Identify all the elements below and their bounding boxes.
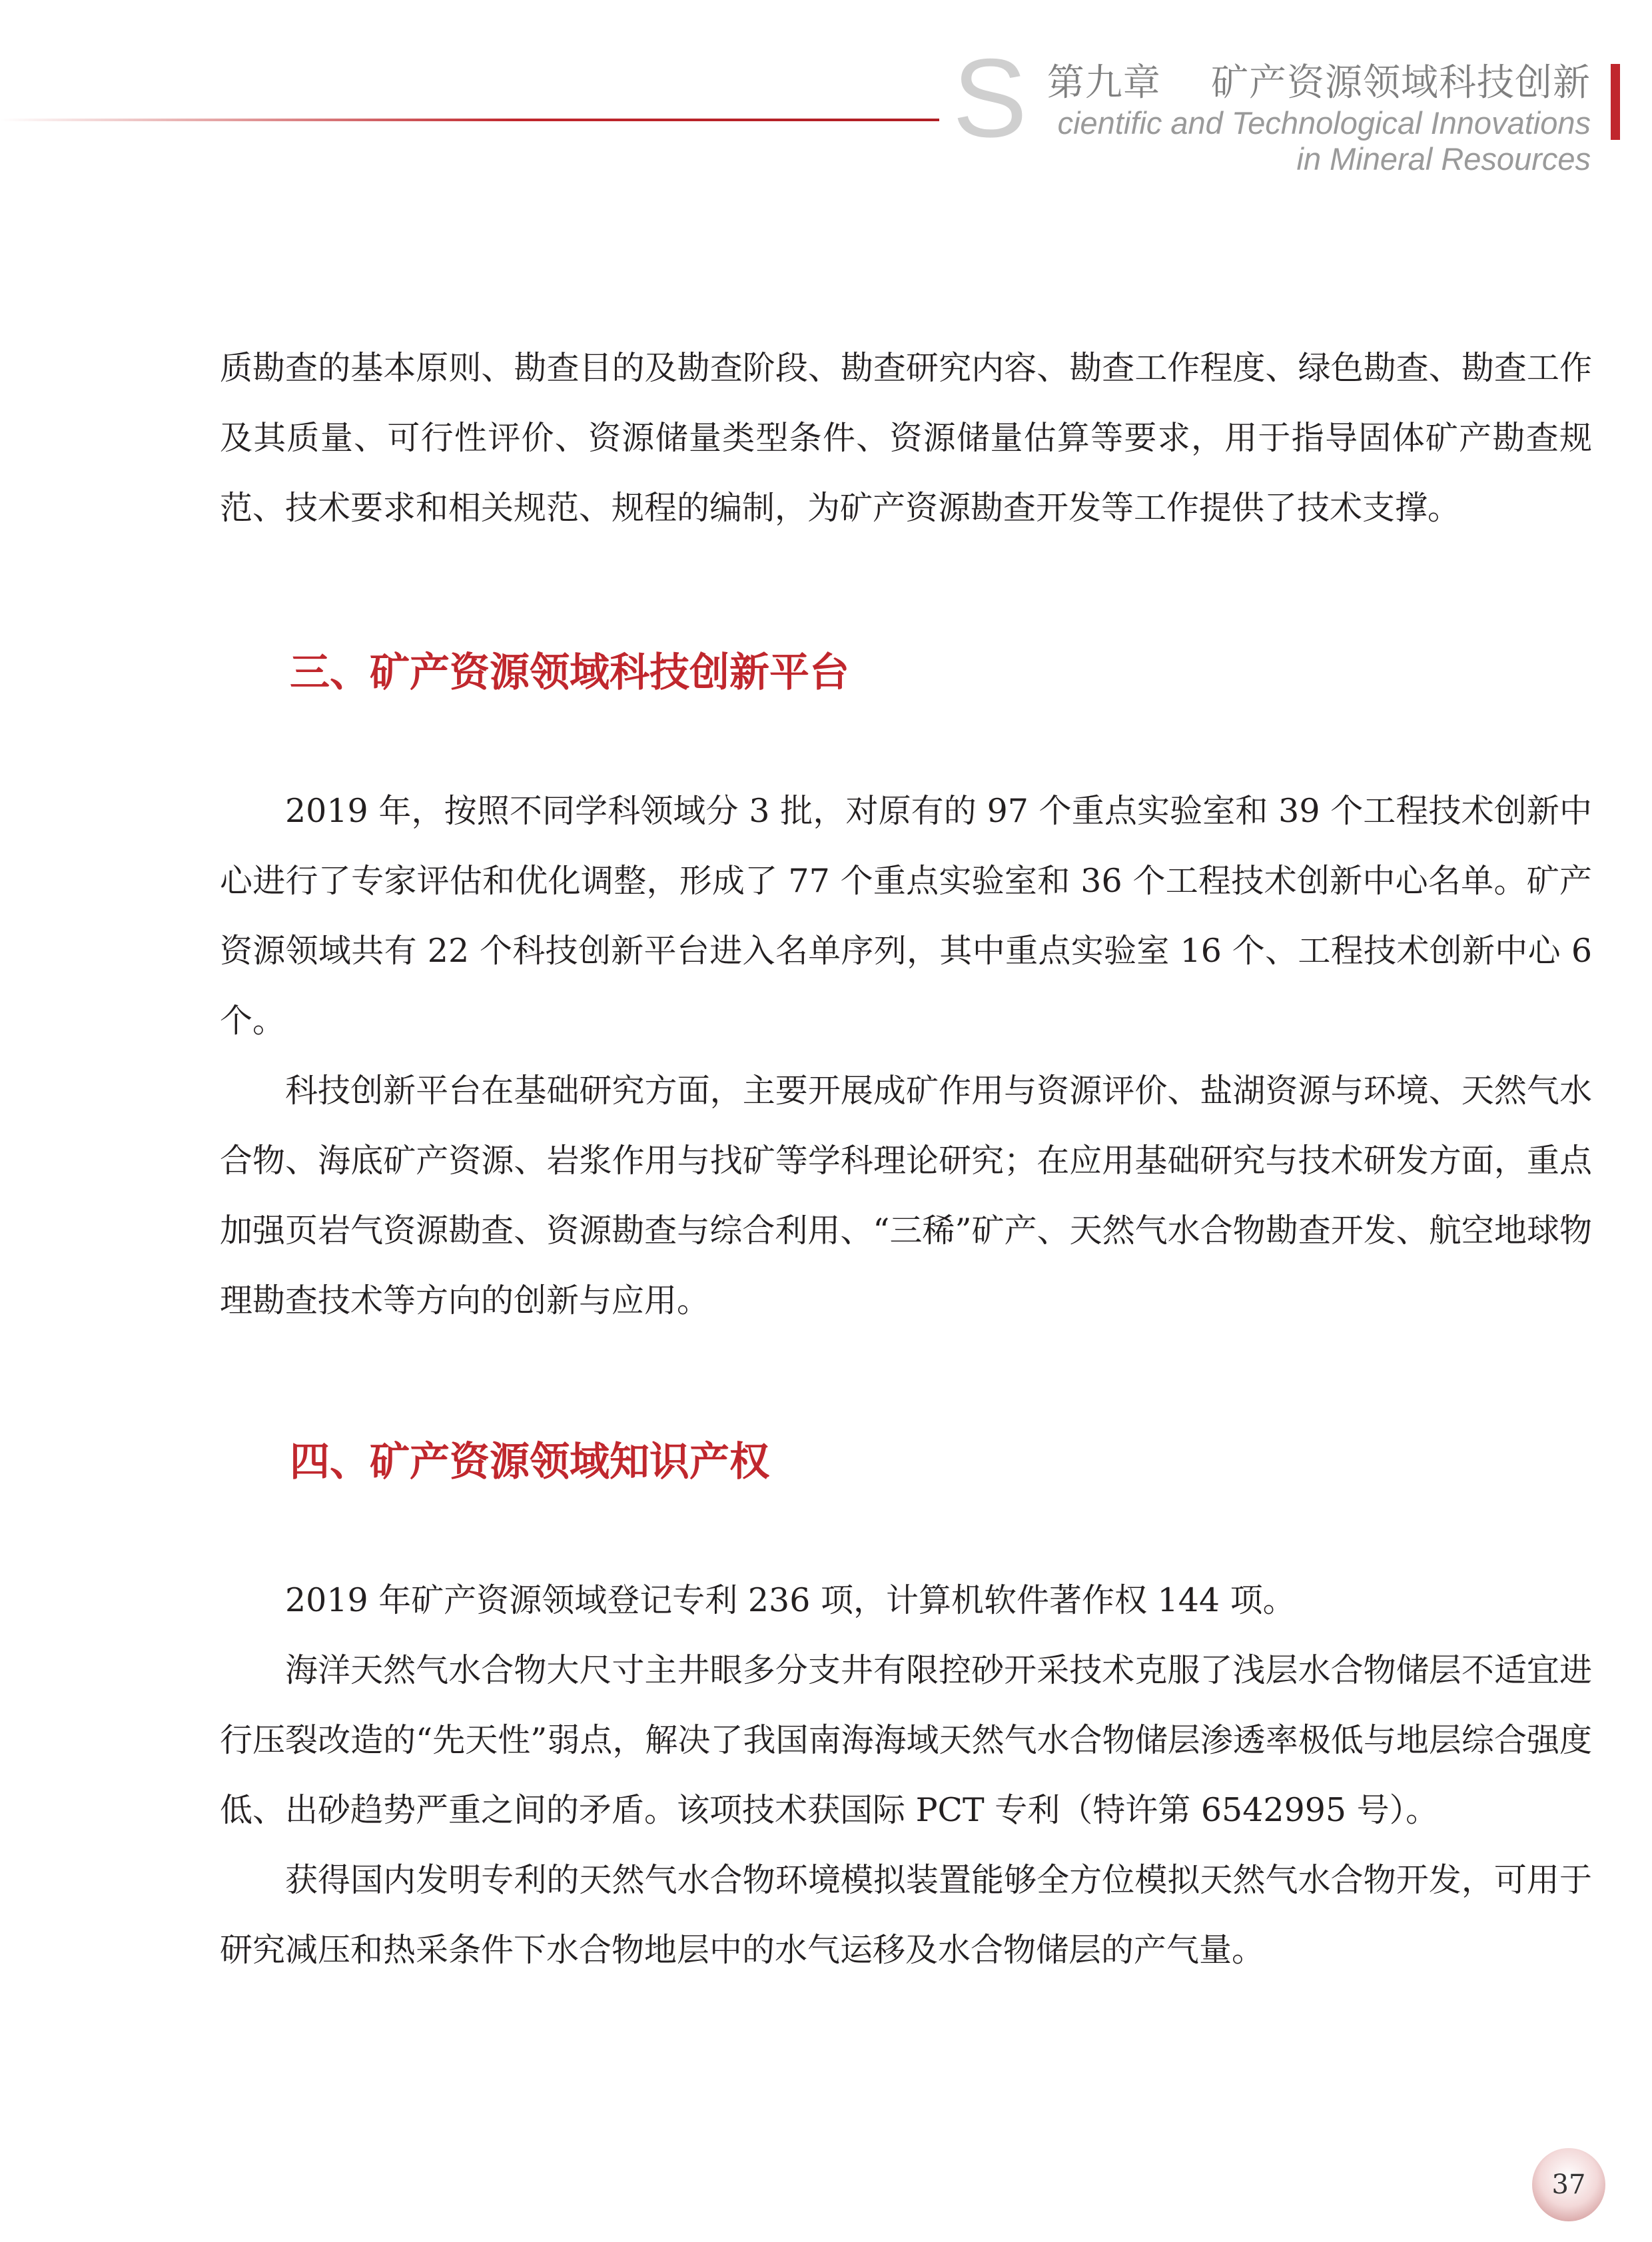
- section-3-paragraph-2: 科技创新平台在基础研究方面，主要开展成矿作用与资源评价、盐湖资源与环境、天然气水合物、海底矿产资源、岩浆作用与找矿等学科理论研究；在应用基础研究与技术研发方面，重点加强页岩气资源勘查、资源勘查与综合利用、“三稀”矿产、天然气水合物勘查开发、航空地球物理勘查技术等方向的创新与应用。: [220, 1072, 1592, 1319]
- section-4-paragraph-3: 获得国内发明专利的天然气水合物环境模拟装置能够全方位模拟天然气水合物开发，可用于研究减压和热采条件下水合物地层中的水气运移及水合物储层的产气量。: [220, 1861, 1592, 1969]
- header-rule: [0, 119, 939, 121]
- section-3-paragraph-1: 2019 年，按照不同学科领域分 3 批，对原有的 97 个重点实验室和 39 个工程技术创新中心进行了专家评估和优化调整，形成了 77 个重点实验室和 36 个工程技术创新中心名单。矿产资源领域共有 22 个科技创新平台进入名单序列，其中重点实验室 16 个、工程技术创新中心 6 个。: [220, 792, 1592, 1040]
- page-number-badge: [1532, 2148, 1605, 2221]
- section-4-title: 四、矿产资源领域知识产权: [290, 1439, 769, 1485]
- section-4-paragraph-2: 海洋天然气水合物大尺寸主井眼多分支井有限控砂开采技术克服了浅层水合物储层不适宜进行压裂改造的“先天性”弱点，解决了我国南海海域天然气水合物储层渗透率极低与地层综合强度低、出砂趋势严重之间的矛盾。该项技术获国际 PCT 专利（特许第 6542995 号）。: [220, 1651, 1592, 1829]
- chapter-subtitle-en-line2: in Mineral Resources: [1296, 141, 1591, 177]
- section-3-title: 三、矿产资源领域科技创新平台: [290, 649, 849, 696]
- chapter-title: 第九章 矿产资源领域科技创新: [1046, 61, 1591, 105]
- chapter-subtitle-en: [1058, 105, 1591, 177]
- intro-paragraph: 质勘查的基本原则、勘查目的及勘查阶段、勘查研究内容、勘查工作程度、绿色勘查、勘查工作及其质量、可行性评价、资源储量类型条件、资源储量估算等要求，用于指导固体矿产勘查规范、技术要求和相关规范、规程的编制，为矿产资源勘查开发等工作提供了技术支撑。: [220, 349, 1592, 527]
- section-4-paragraph-1: 2019 年矿产资源领域登记专利 236 项，计算机软件著作权 144 项。: [285, 1581, 1296, 1619]
- chapter-subtitle-en-line1: cientific and Technological Innovations: [1057, 105, 1591, 141]
- header-accent-bar: [1611, 64, 1620, 140]
- page-body: [220, 333, 1592, 1985]
- page-number: 37: [1551, 2169, 1586, 2200]
- header-big-letter: S: [953, 35, 1028, 161]
